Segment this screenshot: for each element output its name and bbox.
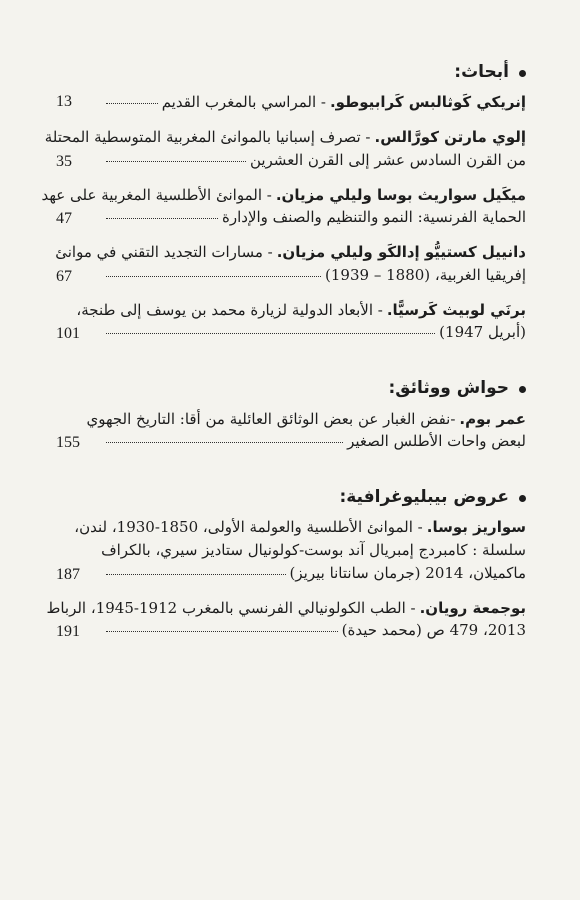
entry-text	[74, 517, 526, 584]
entry-line	[106, 620, 526, 642]
entry-title-continued: من القرن السادس عشر إلى القرن العشرين	[249, 150, 526, 169]
entry-title-continued: سلسلة : كامبردج إمبريال آند بوست-كولونيال ستاديز سيري، بالكراف	[101, 541, 526, 560]
leader-line	[106, 631, 338, 632]
page-number: 35	[56, 152, 72, 170]
entry-title-continued: (أبريل 1947)	[439, 323, 526, 342]
page-number: 155	[56, 434, 80, 452]
section-title	[56, 378, 526, 398]
entry-title-continued: لبعض واحات الأطلس الصغير	[347, 432, 526, 451]
section-title-text: عروض بيبليوغرافية:	[339, 487, 509, 508]
entry-title: - الأبعاد الدولية لزيارة محمد بن يوسف إلى طنجة،	[76, 300, 383, 319]
entry-title-continued: إفريقيا الغربية، (1880 – 1939)	[325, 265, 526, 284]
section-title-text: أبحاث:	[454, 62, 509, 82]
bullet-icon	[519, 386, 526, 393]
bullet-icon	[519, 70, 526, 77]
leader-line	[106, 442, 343, 443]
leader-line	[106, 103, 158, 104]
entry-title: - الطب الكولونيالي الفرنسي بالمغرب 1912-1945، الرباط	[46, 598, 416, 617]
author-name: دانييل كستييُّو إدالكَو وليلي مزيان.	[276, 243, 526, 262]
entry-line	[106, 92, 526, 114]
list-item	[56, 242, 526, 287]
entry-line	[76, 300, 526, 322]
author-name: برنَي لوبيث كَرسيًّا.	[386, 300, 526, 319]
entry-title: - مسارات التجديد التقني في موانئ	[55, 243, 273, 262]
section-title-text: حواش ووثائق:	[388, 378, 509, 399]
author-name: عمر بوم.	[459, 409, 526, 428]
entry-title: -نفض الغبار عن بعض الوثائق العائلية من أقا: التاريخ الجهوي	[86, 409, 456, 428]
entry-line	[86, 409, 526, 431]
entry-title-continued: 2013، 479 ص (محمد حيدة)	[341, 621, 526, 640]
leader-line	[106, 218, 218, 219]
entry-line	[106, 150, 526, 172]
leader-line	[106, 161, 246, 162]
entry-line	[106, 431, 526, 453]
entry-line	[106, 207, 526, 229]
page-number: 101	[56, 325, 80, 343]
entry-line	[106, 265, 526, 287]
author-name: إلوي مارتن كورَّالس.	[374, 128, 526, 147]
table-of-contents	[41, 62, 526, 642]
entry-line	[46, 598, 526, 620]
entry-line	[74, 517, 526, 539]
entry-line	[106, 322, 526, 344]
entry-text	[46, 598, 526, 643]
section-notes-documents	[56, 378, 526, 453]
entry-title-continued: ماكميلان، 2014 (جرمان سانتانا بيريز)	[289, 563, 526, 582]
entry-line	[101, 540, 526, 562]
entry-title: - المراسي بالمغرب القديم	[161, 93, 326, 112]
page-number: 191	[56, 623, 80, 641]
list-item	[44, 127, 526, 172]
section-title	[56, 487, 526, 507]
list-item	[41, 185, 526, 230]
author-name: إنريكي كَوثالبس كَرابيوطو.	[329, 93, 526, 112]
leader-line	[106, 276, 321, 277]
page-number: 187	[56, 565, 80, 583]
entry-title: - تصرف إسبانيا بالموانئ المغربية المتوسطية المحتلة	[44, 128, 371, 147]
page-number: 67	[56, 267, 72, 285]
entry-text	[106, 92, 526, 114]
section-research	[41, 62, 526, 344]
list-item	[56, 300, 526, 345]
section-title	[56, 62, 526, 82]
list-item	[56, 409, 526, 454]
section-bibliography	[46, 487, 526, 642]
author-name: بوجمعة رويان.	[419, 598, 526, 617]
page-number: 47	[56, 210, 72, 228]
entry-line	[41, 185, 526, 207]
entry-line	[106, 563, 526, 585]
list-item	[56, 517, 526, 584]
page-number: 13	[56, 93, 72, 111]
leader-line	[106, 574, 286, 575]
entry-title: - الموانئ الأطلسية المغربية على عهد	[41, 185, 272, 204]
entry-line	[55, 242, 526, 264]
leader-line	[106, 333, 435, 334]
author-name: سواريز بوسا.	[426, 518, 526, 537]
entry-text	[86, 409, 526, 454]
list-item	[56, 92, 526, 114]
entry-line	[44, 127, 526, 149]
list-item	[46, 598, 526, 643]
author-name: ميكَيل سواريث بوسا وليلي مزيان.	[275, 185, 526, 204]
entry-text	[76, 300, 526, 345]
entry-title-continued: الحماية الفرنسية: النمو والتنظيم والصنف والإدارة	[222, 208, 526, 227]
entry-title: - الموانئ الأطلسية والعولمة الأولى، 1850-1930، لندن،	[74, 518, 423, 537]
bullet-icon	[519, 495, 526, 502]
